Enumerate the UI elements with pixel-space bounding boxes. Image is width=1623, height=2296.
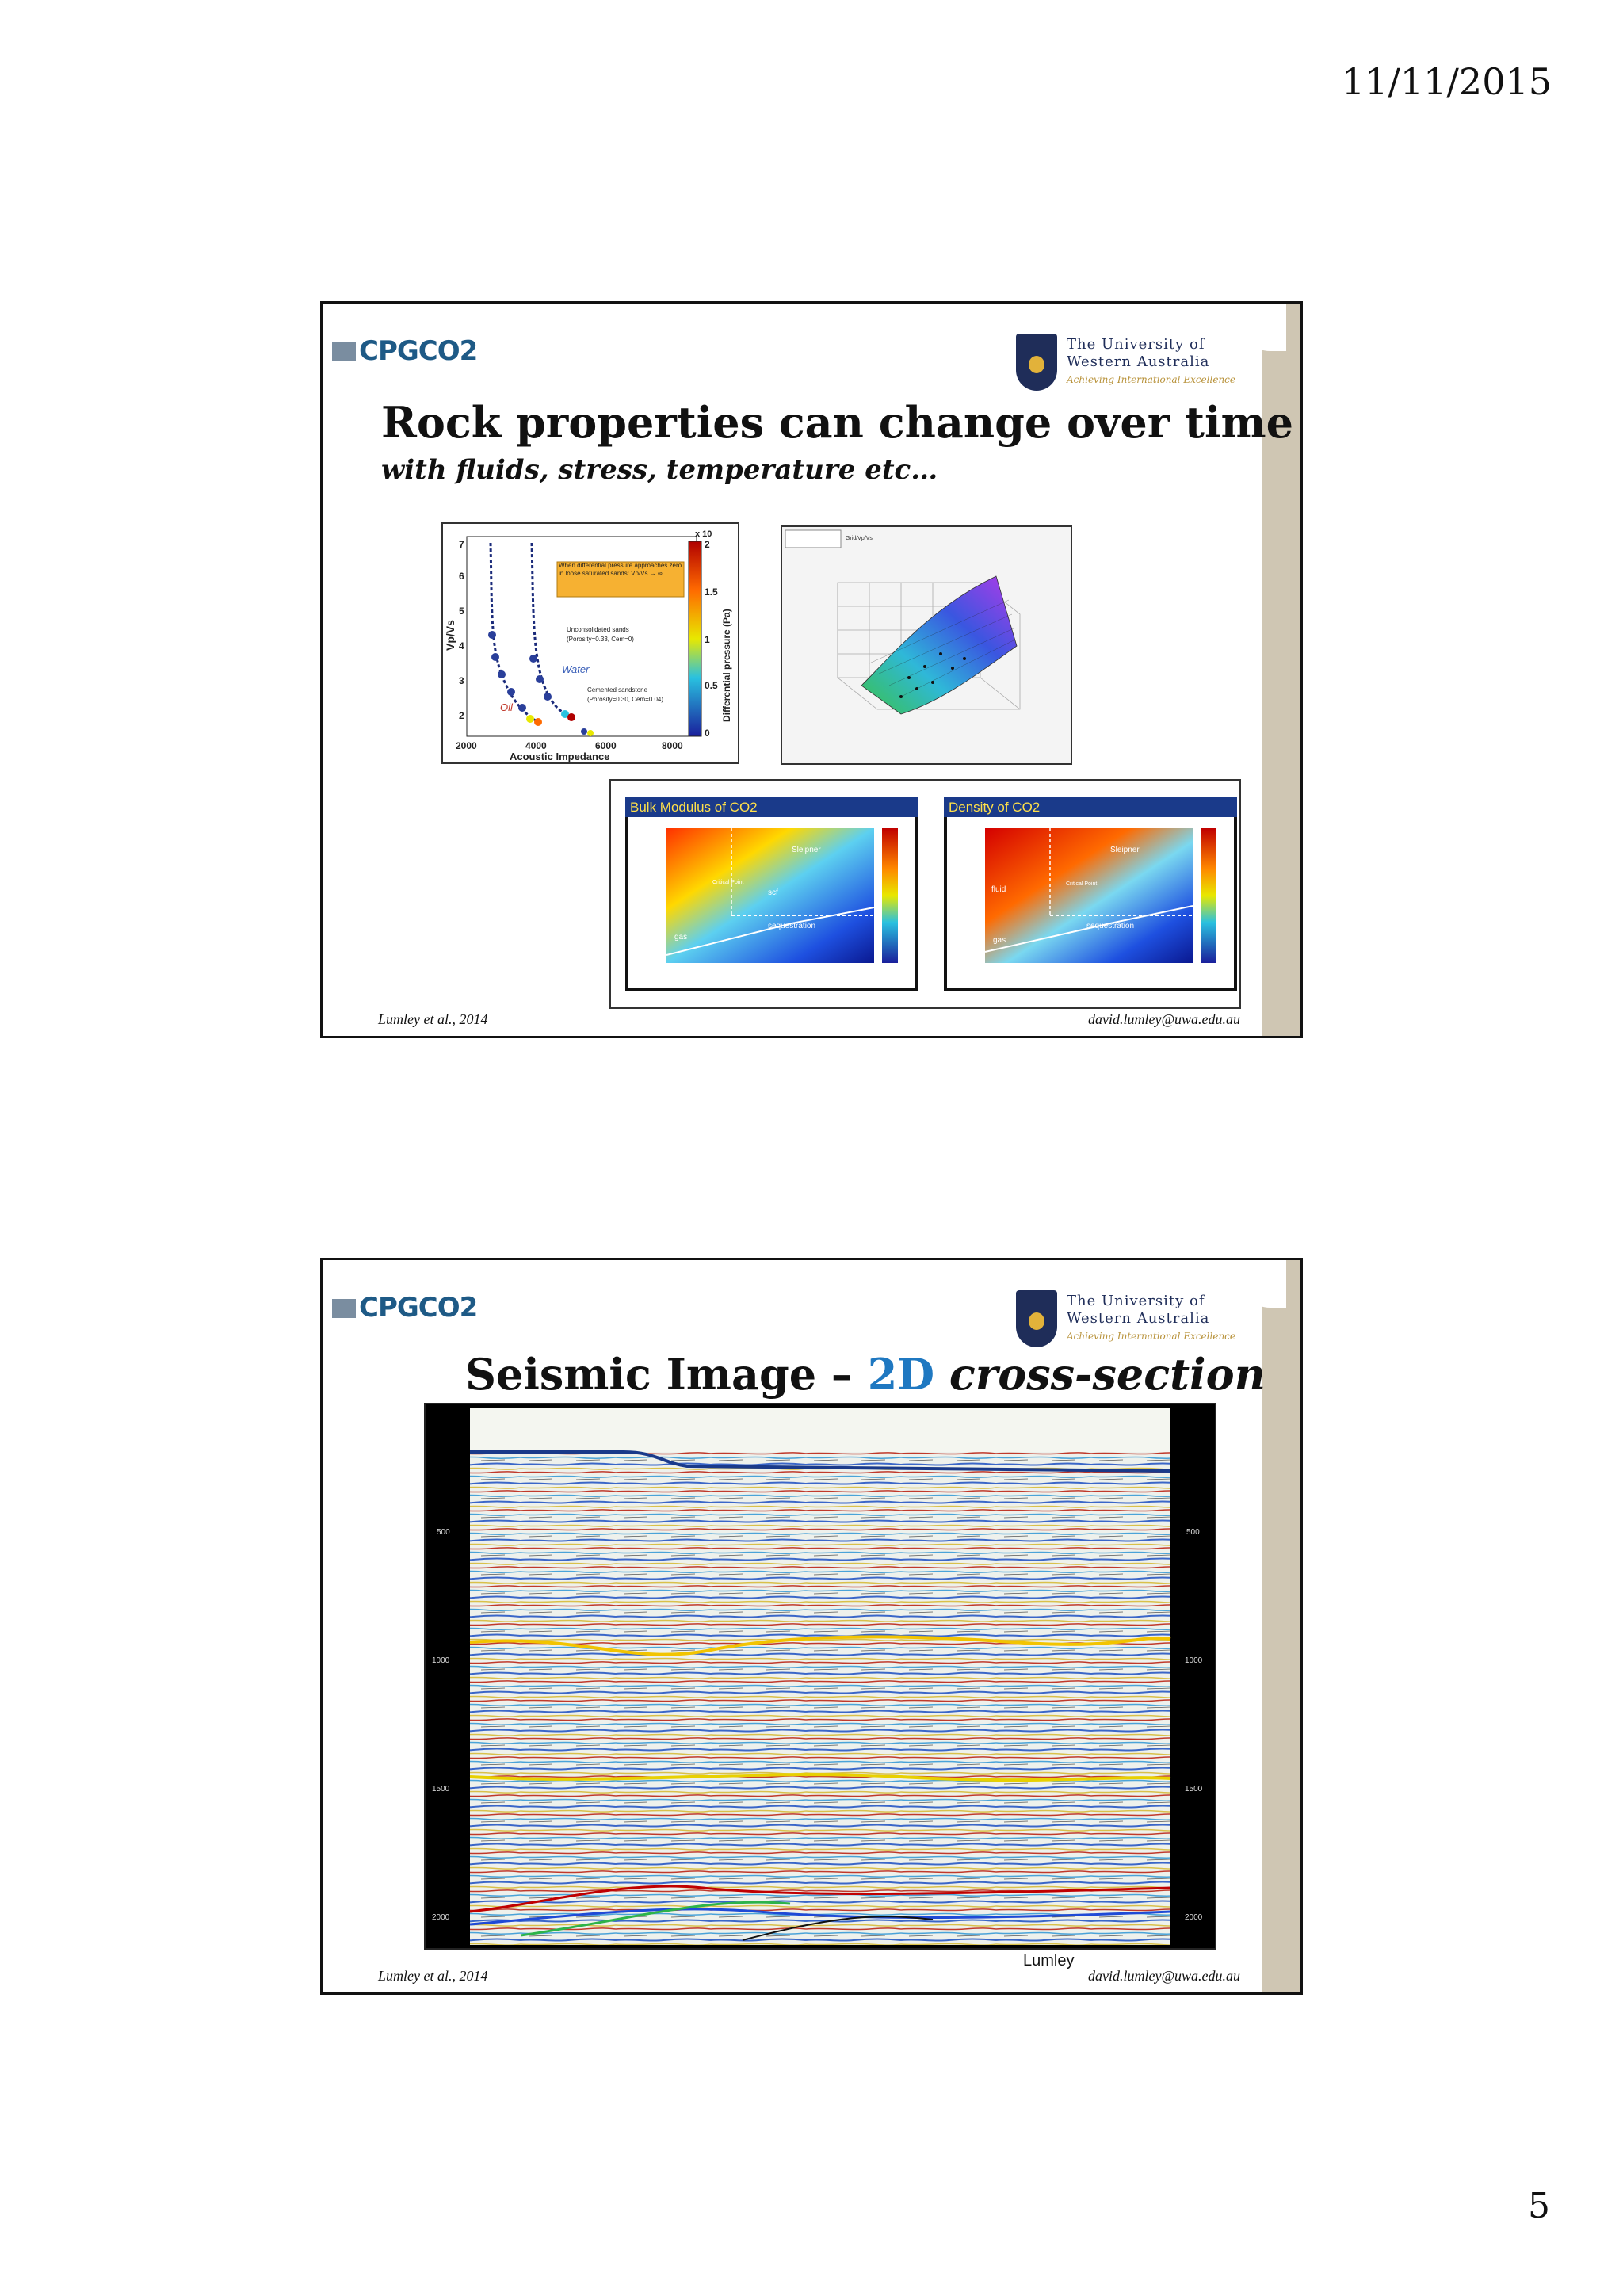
xtick-6000: 6000 xyxy=(595,740,617,751)
ytick-2: 2 xyxy=(459,710,464,721)
uwa-line2: Western Australia xyxy=(1066,1310,1210,1327)
cbar-tick-0.5: 0.5 xyxy=(705,680,718,691)
bulk-modulus-title: Bulk Modulus of CO2 xyxy=(630,800,758,815)
y-axis-label: Vp/Vs xyxy=(444,620,456,651)
uwa-line1: The University of xyxy=(1066,1293,1205,1309)
xtick-2000: 2000 xyxy=(456,740,477,751)
uwa-line2: Western Australia xyxy=(1066,353,1210,370)
slide2-footer-email: david.lumley@uwa.edu.au xyxy=(1087,1968,1240,1984)
density-label-critical: Critical Point xyxy=(1066,881,1098,887)
cbar-tick-1.5: 1.5 xyxy=(705,586,718,598)
page-date: 11/11/2015 xyxy=(1341,60,1552,103)
uwa-crest-icon xyxy=(1016,1290,1057,1347)
slide-title: Seismic Image – 2D cross-section xyxy=(465,1349,1266,1400)
ytick-4: 4 xyxy=(459,640,464,651)
bulk-label-critical: Critical Point xyxy=(712,880,744,885)
surface-3d-figure xyxy=(781,525,1072,765)
vpvs-crossplot xyxy=(443,524,738,762)
bulk-label-scf: scf xyxy=(768,888,778,897)
density-title: Density of CO2 xyxy=(949,800,1041,815)
density-label-sleipner: Sleipner xyxy=(1110,846,1140,854)
cpgco2-logo: CPGCO2 xyxy=(332,335,477,367)
label-unconsolidated-porosity: (Porosity=0.33, Cem=0) xyxy=(567,636,634,643)
cbar-exponent: x 10 xyxy=(695,529,712,539)
density-label-fluid: fluid xyxy=(991,885,1006,894)
co2-properties-panel xyxy=(609,779,1241,1009)
depth-tick-right-1000: 1000 xyxy=(1185,1656,1203,1665)
slide-title: Rock properties can change over time xyxy=(381,397,1293,448)
ytick-6: 6 xyxy=(459,571,464,582)
slide1-footer-email: david.lumley@uwa.edu.au xyxy=(1087,1011,1240,1027)
bulk-label-sleipner: Sleipner xyxy=(792,846,821,854)
ytick-5: 5 xyxy=(459,606,464,617)
slide-seismic-image xyxy=(320,1258,1303,1995)
slide1-footer-citation: Lumley et al., 2014 xyxy=(378,1011,488,1027)
co2-density-chart xyxy=(944,797,1237,991)
cbar-tick-1: 1 xyxy=(705,634,710,645)
bulk-label-gas: gas xyxy=(674,933,688,942)
x-axis-label: Acoustic Impedance xyxy=(510,751,610,762)
depth-tick-left-500: 500 xyxy=(437,1528,450,1537)
ytick-3: 3 xyxy=(459,675,464,686)
label-cemented: Cemented sandstone xyxy=(587,686,648,693)
label-water: Water xyxy=(562,663,590,675)
depth-tick-right-500: 500 xyxy=(1186,1528,1200,1537)
seismic-section xyxy=(424,1403,1216,1950)
density-label-gas: gas xyxy=(993,936,1006,945)
label-oil: Oil xyxy=(500,701,513,713)
density-label-sequestration: sequestration xyxy=(1086,922,1135,930)
uwa-line3: Achieving International Excellence xyxy=(1066,1331,1235,1342)
seismic-section-image xyxy=(426,1404,1215,1948)
uwa-line3: Achieving International Excellence xyxy=(1066,374,1235,385)
svg-text:Grid/Vp/Vs: Grid/Vp/Vs xyxy=(846,536,873,541)
label-cemented-porosity: (Porosity=0.30, Cem=0.04) xyxy=(587,696,664,703)
annotation-note: When differential pressure approaches zero in loose saturated sands: Vp/Vs → ∞ xyxy=(559,562,682,577)
image-credit: Lumley xyxy=(1023,1952,1075,1969)
slide-rock-properties xyxy=(320,301,1303,1038)
cpgco2-logo: CPGCO2 xyxy=(332,1292,477,1324)
vpvs-crossplot-figure xyxy=(441,522,739,764)
cbar-label: Differential pressure (Pa) xyxy=(721,609,732,722)
xtick-4000: 4000 xyxy=(525,740,547,751)
ytick-7: 7 xyxy=(459,539,464,550)
slide2-footer-citation: Lumley et al., 2014 xyxy=(378,1968,488,1984)
uwa-crest-icon xyxy=(1016,334,1057,391)
page-number: 5 xyxy=(1528,2186,1550,2226)
co2-bulk-modulus-chart xyxy=(625,797,918,991)
bulk-label-sequestration: sequestration xyxy=(768,922,816,930)
surface-3d-plot xyxy=(782,527,1071,763)
cbar-tick-2: 2 xyxy=(705,539,710,550)
depth-tick-left-1500: 1500 xyxy=(432,1785,450,1794)
title-accent-2d: 2D xyxy=(867,1349,935,1400)
depth-tick-left-1000: 1000 xyxy=(432,1656,450,1665)
cbar-tick-0: 0 xyxy=(705,728,710,739)
uwa-line1: The University of xyxy=(1066,336,1205,353)
decorative-band xyxy=(1262,1260,1300,1992)
xtick-8000: 8000 xyxy=(662,740,683,751)
depth-tick-right-1500: 1500 xyxy=(1185,1785,1203,1794)
uwa-logo xyxy=(1016,334,1235,391)
uwa-logo xyxy=(1016,1290,1235,1347)
depth-tick-left-2000: 2000 xyxy=(432,1913,450,1922)
label-unconsolidated: Unconsolidated sands xyxy=(567,626,629,633)
slide-subtitle: with fluids, stress, temperature etc… xyxy=(381,454,938,486)
depth-tick-right-2000: 2000 xyxy=(1185,1913,1203,1922)
